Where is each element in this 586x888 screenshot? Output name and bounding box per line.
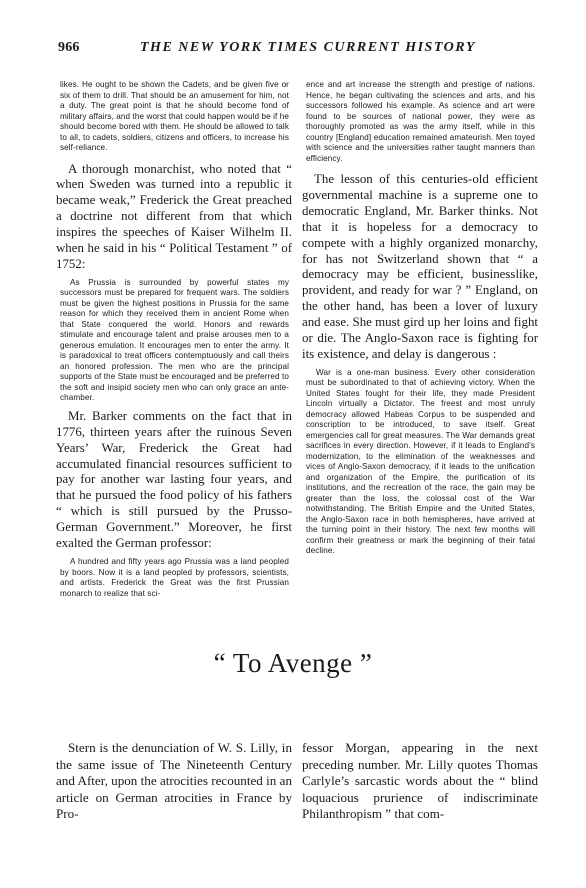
right-quote-continued: ence and art increase the strength and prestige of nations. Hence, he began cultivating the sciences and arts, and his successors followed his example. As science and art were found to be sources of national power, they were as thoroughly promoted as was the army itself, while in this country [England] education remained amateurish. Men toyed with science and the universities rather taught manners than efficiency. [306, 80, 535, 163]
section-title: “ To Avenge ” [213, 648, 373, 678]
left-quote-professors: A hundred and fifty years ago Prussia was a land peopled by boors. Now it is a land peopled by professors, scientists, and artists. Frederick the Great was the first Prussian monarch to realize that sci- [60, 557, 289, 598]
left-column [56, 80, 292, 599]
page-header [58, 40, 538, 62]
left-quote-political-testament: As Prussia is surrounded by powerful states my successors must be prepared for frequent wars. The soldiers must be given the highest positions in Prussia for the same reason for which they received them in ancient Rome when that State conquered the world. Honors and rewards stimulate and encourage talent and praise arouses men to a generous emulation. It encourages men to enter the army. It is paradoxical to treat officers contemptuously and call theirs an honored profession. The men who are the principal supports of the State must be encouraged and be preferred to the soft and insipid society men who can only grace an ante-chamber. [60, 277, 289, 403]
right-quote-war-business: War is a one-man business. Every other consideration must be subordinated to that of achieving victory. When the United States fought for their life, they made President Lincoln virtually a Dictator. The freest and most unruly democracy allowed Habeas Corpus to be suspended and conscription to be introduced, to save itself. Great emergencies call for great measures. The War demands great sacrifices in every direction. However, if it leads to England’s modernization, to the elimination of the weaknesses and vices of Anglo-Saxon democracy, if it leads to the unification and organization of the Empire, the purification of its institutions, and the recreation of the race, the gain may be greater than the loss, the colossal cost of the War notwithstanding. The British Empire and the United States, the Anglo-Saxon race in both hemispheres, have arrived at the turning point in their history. The next few months will confirm their greatness or mark the beginning of their fatal decline. [306, 367, 535, 556]
left-paragraph-barker: Mr. Barker comments on the fact that in 1776, thirteen years after the ruinous Seven Years’ War, Frederick the Great had accumulated financial resources sufficient to pay for another war lasting four years, and that he pursued the food policy of his fathers “ which is still pursued by the Prusso-German Government.” Moreover, he first exalted the German professor: [56, 408, 292, 551]
section-right-column [302, 740, 538, 823]
section-left-column [56, 740, 292, 823]
page-number: 966 [58, 40, 80, 55]
section-left-paragraph: Stern is the denunciation of W. S. Lilly, in the same issue of The Nineteenth Century and After, upon the atrocities recounted in an article on German atrocities in France by Pro- [56, 740, 292, 822]
left-quote-continued: likes. He ought to be shown the Cadets, and be given five or six of them to drill. That should be an amusement for him, not a duty. The great point is that he should become fond of military affairs, and the worst that could happen would be if he should become bored with them. He should be allowed to talk to all, to cadets, soldiers, citizens and officers, to increase his self-reliance. [60, 80, 289, 152]
right-paragraph-lesson: The lesson of this centuries-old efficient governmental machine is a supreme one to democratic England, Mr. Barker thinks. Not that it is hopeless for a democracy to compete with a highly organized monarchy, for has not Switzerland shown that “ a democracy may be efficient, businesslike, provident, and ready for war ? ” England, on the other hand, has been a lover of luxury and ease. She must gird up her loins and fight or die. The Anglo-Saxon race is fighting for its existence, and delay is dangerous : [302, 172, 538, 361]
section-right-paragraph: fessor Morgan, appearing in the next preceding number. Mr. Lilly quotes Thomas Carlyle’s sarcastic words about the “ blind loquacious prurience of indiscriminate Philanthropism ” that com- [302, 740, 538, 822]
left-paragraph-monarchist: A thorough monarchist, who noted that “ when Sweden was turned into a republic it became weak,” Frederick the Great preached a doctrine not different from that which inspires the speeches of Kaiser Wilhelm II. when he said in his “ Political Testament ” of 1752: [56, 161, 292, 271]
running-title: THE NEW YORK TIMES CURRENT HISTORY [140, 40, 476, 55]
right-column [302, 80, 538, 557]
